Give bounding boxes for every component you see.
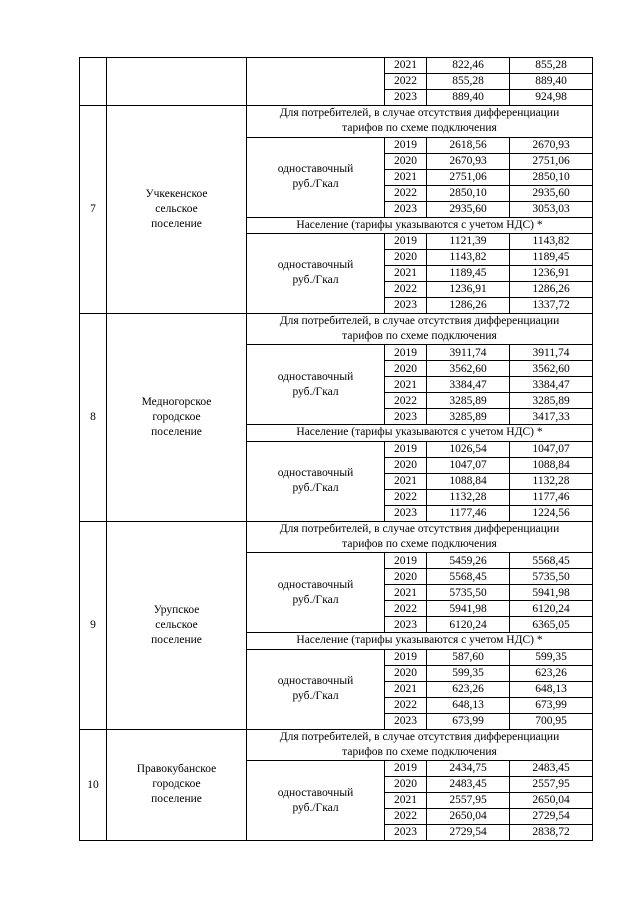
tariff-value-first-half: 1121,39 — [427, 233, 510, 249]
tariff-value-first-half: 2729,54 — [427, 825, 510, 841]
year-cell: 2019 — [385, 649, 427, 665]
consumer-group-title — [247, 633, 593, 649]
tariff-value-first-half: 623,26 — [427, 681, 510, 697]
section-number: 8 — [80, 313, 107, 521]
consumer-group-title — [247, 217, 593, 233]
tariff-value-second-half: 1143,82 — [510, 233, 593, 249]
tariff-value-second-half: 648,13 — [510, 681, 593, 697]
year-cell: 2023 — [385, 201, 427, 217]
tariff-value-first-half: 2618,56 — [427, 137, 510, 153]
consumer-group-title — [247, 313, 593, 345]
tariff-value-second-half: 2935,60 — [510, 185, 593, 201]
tariff-value-second-half: 2751,06 — [510, 153, 593, 169]
consumer-group-title-line: тарифов по схеме подключения — [342, 745, 497, 758]
year-cell: 2019 — [385, 345, 427, 361]
consumer-group-title-line: Для потребителей, в случае отсутствия дифференциации — [279, 730, 560, 743]
tariff-type-line: одноставочный — [277, 467, 354, 480]
tariff-value-second-half: 855,28 — [510, 58, 593, 74]
year-cell: 2023 — [385, 713, 427, 729]
tariff-value-first-half: 2935,60 — [427, 201, 510, 217]
year-cell: 2020 — [385, 361, 427, 377]
tariff-value-first-half: 1047,07 — [427, 457, 510, 473]
year-cell: 2023 — [385, 617, 427, 633]
year-cell: 2019 — [385, 233, 427, 249]
tariff-value-first-half: 1132,28 — [427, 489, 510, 505]
year-cell: 2021 — [385, 681, 427, 697]
tariff-type-line: одноставочный — [277, 163, 354, 176]
consumer-group-title-line: тарифов по схеме подключения — [342, 330, 497, 343]
settlement-name-line: поселение — [151, 217, 202, 230]
tariff-value-first-half: 648,13 — [427, 697, 510, 713]
tariff-value-first-half: 3562,60 — [427, 361, 510, 377]
tariff-type — [247, 345, 385, 425]
tariff-value-second-half: 1236,91 — [510, 265, 593, 281]
tariff-value-first-half: 6120,24 — [427, 617, 510, 633]
tariff-value-first-half: 1177,46 — [427, 505, 510, 521]
tariff-value-first-half: 599,35 — [427, 665, 510, 681]
section-number: 9 — [80, 521, 107, 729]
year-cell: 2019 — [385, 553, 427, 569]
consumer-group-title-line: Для потребителей, в случае отсутствия дифференциации — [279, 522, 560, 535]
settlement-name-line: городское — [152, 778, 201, 791]
tariff-value-second-half: 1177,46 — [510, 489, 593, 505]
tariff-type-cell — [247, 58, 385, 106]
tariff-value-first-half: 822,46 — [427, 58, 510, 74]
tariff-value-second-half: 2557,95 — [510, 777, 593, 793]
tariff-value-second-half: 924,98 — [510, 90, 593, 106]
tariff-type-line: руб./Гкал — [292, 801, 339, 814]
tariff-value-first-half: 1286,26 — [427, 297, 510, 313]
tariff-value-first-half: 1189,45 — [427, 265, 510, 281]
tariff-type-line: одноставочный — [277, 259, 354, 272]
year-cell: 2019 — [385, 761, 427, 777]
year-cell: 2023 — [385, 825, 427, 841]
year-cell: 2022 — [385, 74, 427, 90]
tariff-value-second-half: 1224,56 — [510, 505, 593, 521]
tariff-value-second-half: 700,95 — [510, 713, 593, 729]
tariff-table-body — [80, 58, 593, 841]
year-cell: 2021 — [385, 58, 427, 74]
year-cell: 2023 — [385, 297, 427, 313]
tariff-value-second-half: 3562,60 — [510, 361, 593, 377]
year-cell: 2022 — [385, 185, 427, 201]
tariff-value-second-half: 673,99 — [510, 697, 593, 713]
tariff-value-second-half: 1047,07 — [510, 441, 593, 457]
consumer-group-title-line: Население (тарифы указываются с учетом НДС) * — [296, 218, 543, 231]
tariff-type — [247, 761, 385, 841]
year-cell: 2022 — [385, 489, 427, 505]
tariff-type-line: одноставочный — [277, 786, 354, 799]
settlement-name-line: Медногорское — [141, 395, 212, 408]
tariff-value-second-half: 2838,72 — [510, 825, 593, 841]
tariff-value-first-half: 855,28 — [427, 74, 510, 90]
group-header-row — [80, 729, 593, 761]
settlement-name-line: поселение — [151, 633, 202, 646]
year-cell: 2020 — [385, 569, 427, 585]
tariff-value-first-half: 1088,84 — [427, 473, 510, 489]
tariff-value-first-half: 2670,93 — [427, 153, 510, 169]
tariff-value-second-half: 2729,54 — [510, 809, 593, 825]
consumer-group-title-line: Население (тарифы указываются с учетом НДС) * — [296, 426, 543, 439]
group-header-row — [80, 313, 593, 345]
number-cell — [80, 58, 107, 106]
year-cell: 2021 — [385, 585, 427, 601]
tariff-value-second-half: 3417,33 — [510, 409, 593, 425]
tariff-value-second-half: 599,35 — [510, 649, 593, 665]
tariff-type-line: руб./Гкал — [292, 593, 339, 606]
tariff-value-first-half: 3285,89 — [427, 393, 510, 409]
tariff-value-second-half: 2670,93 — [510, 137, 593, 153]
tariff-value-second-half: 889,40 — [510, 74, 593, 90]
tariff-value-first-half: 3384,47 — [427, 377, 510, 393]
year-cell: 2019 — [385, 441, 427, 457]
tariff-value-second-half: 2650,04 — [510, 793, 593, 809]
tariff-value-first-half: 5735,50 — [427, 585, 510, 601]
year-cell: 2020 — [385, 777, 427, 793]
settlement-name-line: сельское — [155, 202, 198, 215]
tariff-type-line: одноставочный — [277, 370, 354, 383]
tariff-value-second-half: 5568,45 — [510, 553, 593, 569]
settlement-name — [107, 521, 247, 729]
group-header-row — [80, 521, 593, 553]
consumer-group-title-line: тарифов по схеме подключения — [342, 538, 497, 551]
consumer-group-title-line: тарифов по схеме подключения — [342, 122, 497, 135]
tariff-value-first-half: 2434,75 — [427, 761, 510, 777]
tariff-value-second-half: 5735,50 — [510, 569, 593, 585]
settlement-name-line: Урупское — [153, 603, 200, 616]
settlement-name — [107, 729, 247, 841]
tariff-type-line: одноставочный — [277, 578, 354, 591]
tariff-table — [79, 57, 593, 841]
tariff-value-first-half: 2557,95 — [427, 793, 510, 809]
tariff-value-first-half: 3911,74 — [427, 345, 510, 361]
tariff-value-first-half: 1143,82 — [427, 249, 510, 265]
settlement-cell — [107, 58, 247, 106]
tariff-value-second-half: 3911,74 — [510, 345, 593, 361]
tariff-value-second-half: 6365,05 — [510, 617, 593, 633]
tariff-value-second-half: 1337,72 — [510, 297, 593, 313]
group-header-row — [80, 106, 593, 138]
year-cell: 2019 — [385, 137, 427, 153]
year-cell: 2020 — [385, 153, 427, 169]
tariff-value-first-half: 2483,45 — [427, 777, 510, 793]
settlement-name-line: Учкекенское — [145, 187, 208, 200]
tariff-value-second-half: 1088,84 — [510, 457, 593, 473]
consumer-group-title — [247, 425, 593, 441]
tariff-type — [247, 441, 385, 521]
consumer-group-title-line: Для потребителей, в случае отсутствия дифференциации — [279, 107, 560, 119]
year-cell: 2022 — [385, 393, 427, 409]
tariff-value-first-half: 889,40 — [427, 90, 510, 106]
tariff-type — [247, 553, 385, 633]
settlement-name-line: поселение — [151, 425, 202, 438]
section-number: 7 — [80, 106, 107, 314]
section-number: 10 — [80, 729, 107, 841]
tariff-value-first-half: 1026,54 — [427, 441, 510, 457]
table-row — [80, 58, 593, 74]
settlement-name — [107, 106, 247, 314]
tariff-type-line: руб./Гкал — [292, 178, 339, 191]
settlement-name-line: сельское — [155, 618, 198, 631]
year-cell: 2023 — [385, 90, 427, 106]
tariff-type-line: руб./Гкал — [292, 690, 339, 703]
tariff-value-second-half: 1189,45 — [510, 249, 593, 265]
tariff-value-second-half: 6120,24 — [510, 601, 593, 617]
tariff-value-first-half: 673,99 — [427, 713, 510, 729]
year-cell: 2022 — [385, 281, 427, 297]
tariff-type — [247, 649, 385, 729]
consumer-group-title-line: Население (тарифы указываются с учетом НДС) * — [296, 634, 543, 647]
settlement-name-line: Правокубанское — [136, 763, 217, 776]
year-cell: 2020 — [385, 457, 427, 473]
tariff-value-first-half: 5941,98 — [427, 601, 510, 617]
consumer-group-title-line: Для потребителей, в случае отсутствия дифференциации — [279, 314, 560, 327]
tariff-value-first-half: 5568,45 — [427, 569, 510, 585]
consumer-group-title — [247, 106, 593, 138]
tariff-value-first-half: 2751,06 — [427, 169, 510, 185]
tariff-type-line: руб./Гкал — [292, 482, 339, 495]
consumer-group-title — [247, 729, 593, 761]
year-cell: 2021 — [385, 793, 427, 809]
tariff-value-second-half: 3384,47 — [510, 377, 593, 393]
tariff-value-first-half: 1236,91 — [427, 281, 510, 297]
tariff-value-second-half: 1132,28 — [510, 473, 593, 489]
tariff-value-second-half: 3285,89 — [510, 393, 593, 409]
year-cell: 2020 — [385, 665, 427, 681]
tariff-value-first-half: 2650,04 — [427, 809, 510, 825]
tariff-value-first-half: 2850,10 — [427, 185, 510, 201]
tariff-value-second-half: 5941,98 — [510, 585, 593, 601]
settlement-name — [107, 313, 247, 521]
tariff-type — [247, 233, 385, 313]
tariff-type-line: руб./Гкал — [292, 274, 339, 287]
tariff-type — [247, 137, 385, 217]
year-cell: 2022 — [385, 601, 427, 617]
tariff-value-first-half: 5459,26 — [427, 553, 510, 569]
year-cell: 2023 — [385, 409, 427, 425]
tariff-value-second-half: 3053,03 — [510, 201, 593, 217]
tariff-type-line: руб./Гкал — [292, 385, 339, 398]
tariff-value-first-half: 587,60 — [427, 649, 510, 665]
tariff-type-line: одноставочный — [277, 675, 354, 688]
year-cell: 2021 — [385, 265, 427, 281]
tariff-value-second-half: 623,26 — [510, 665, 593, 681]
tariff-value-second-half: 1286,26 — [510, 281, 593, 297]
year-cell: 2021 — [385, 473, 427, 489]
settlement-name-line: поселение — [151, 793, 202, 806]
year-cell: 2023 — [385, 505, 427, 521]
tariff-value-first-half: 3285,89 — [427, 409, 510, 425]
year-cell: 2022 — [385, 697, 427, 713]
consumer-group-title — [247, 521, 593, 553]
tariff-value-second-half: 2483,45 — [510, 761, 593, 777]
year-cell: 2022 — [385, 809, 427, 825]
tariff-value-second-half: 2850,10 — [510, 169, 593, 185]
year-cell: 2021 — [385, 169, 427, 185]
year-cell: 2021 — [385, 377, 427, 393]
tariff-document-page — [79, 57, 592, 841]
year-cell: 2020 — [385, 249, 427, 265]
settlement-name-line: городское — [152, 410, 201, 423]
